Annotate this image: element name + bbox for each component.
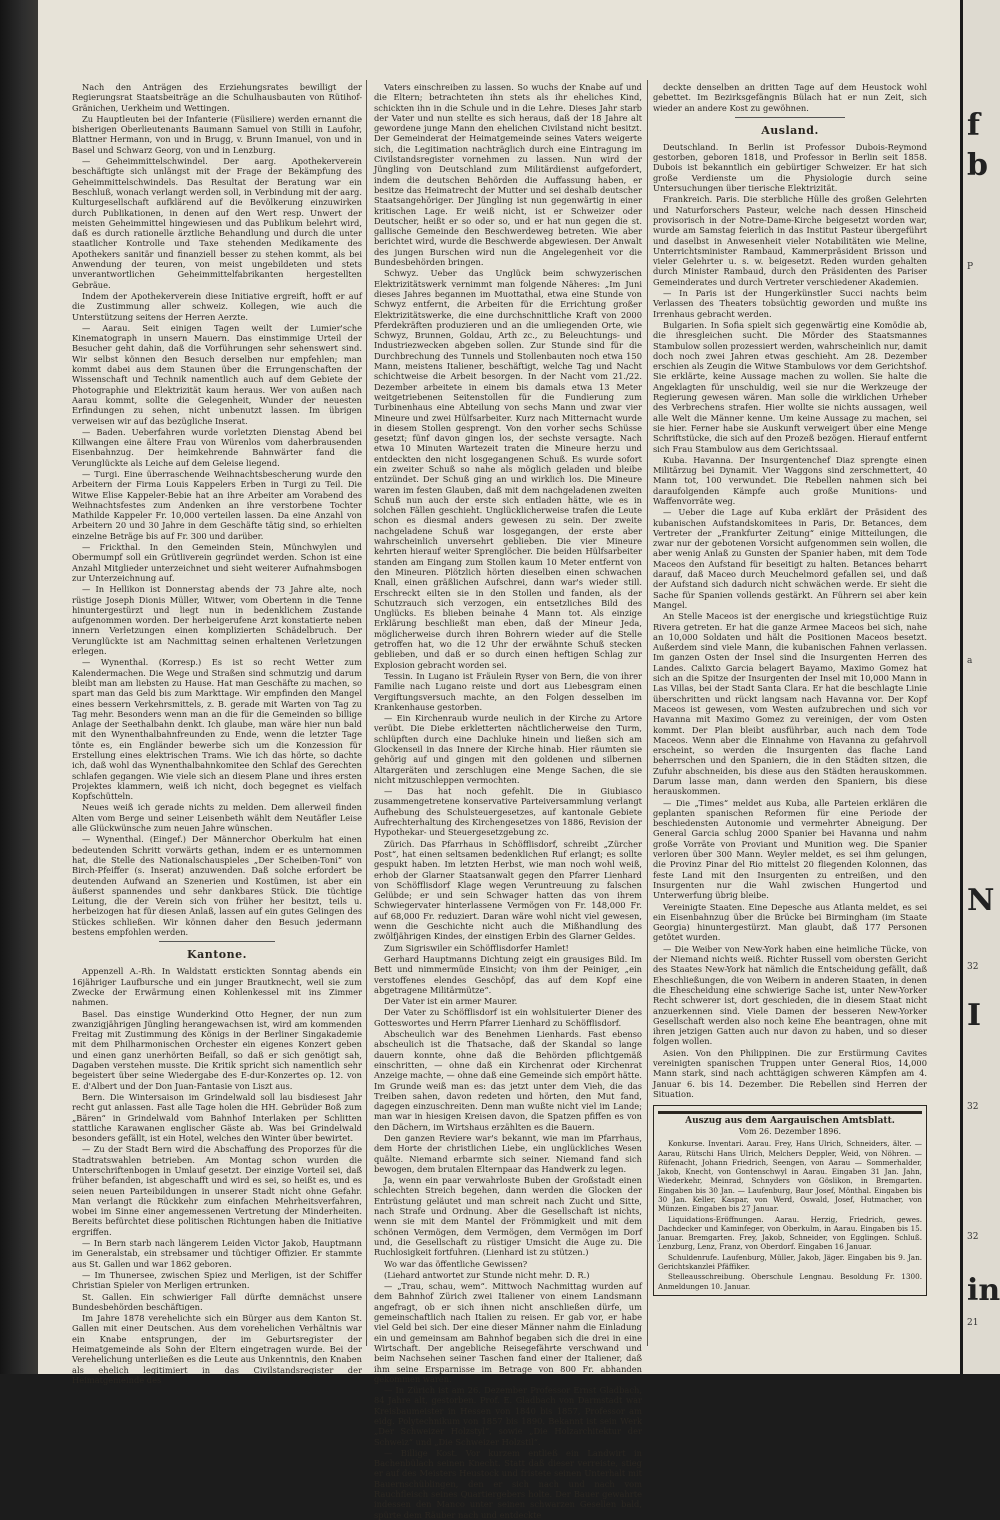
article-paragraph: Bern. Die Wintersaison im Grindelwald soll lau bisdiesest Jahr recht gut anlassen. Fast alle Tage holen die HH. Gebrüder Boß zum „Bären“ in Grindelwald vom Bahnhof Interlaken per Schlitten stattliche Karawanen englischer Gäste ab. Was bei Grindelwald besonders gefällt, ist ein Hotel, welches den Winter über bewirtet.	[72, 1091, 362, 1144]
column-rule	[366, 80, 367, 1346]
article-paragraph: Der Vater zu Schöfflisdorf ist ein wohlsituierter Diener des Gotteswortes und Herrn Pfarrer Lienhard zu Schöfflisdorf.	[374, 1007, 642, 1028]
edge-fragment: f	[967, 108, 980, 143]
article-paragraph: — Wynenthal. (Korresp.) Es ist so recht Wetter zum Kalendermachen. Die Wege und Straßen sind schmutzig und darum bleibt man am liebsten zu Hause. Hat man Geschäfte zu machen, so spart man das Geld bis zum Markttage. Wir empfinden den Mangel eines bessern Verkehrsmittels, z. B. gerade mit Warten von Tag zu Tag mehr. Besonders wenn man an die für die Gemeinden so billige Anlage der Seethalbahn denkt. Ich glaube, man wäre hier nun bald mit den Wynenthalbahnfreunden zu Ende, wenn die letzter Tage tönte es, ein Engländer bewerbe sich um die Konzession für Erstellung eines elektrischen Trams. Wie ich das hörte, so dachte ich, daß wohl das Wynenthalbahnkomitee den Schlaf des Gerechten schlafen gegangen. Wie viele sich an diesem Plane und ihres ersten Projektes klammern, weiß ich nicht, doch begegnet es vielfach Kopfschütteln.	[72, 657, 362, 802]
article-paragraph: Asien. Von den Philippinen. Die zur Erstürmung Cavites vereinigten spanischen Truppen unter General Rios, 14,000 Mann stark, sind nach achttägigen schweren Kämpfen am 4. Januar 6. bis 14. Dezember. Die Rebellen sind Herren der Situation.	[653, 1047, 927, 1099]
article-paragraph: Zürich. Das Pfarrhaus in Schöfflisdorf, schreibt „Zürcher Post“, hat einen seltsamen bedenklichen Ruf erlangt; es sollte gespukt haben. Im letzten Herbst, wie man noch wohl weiß, erhob der Glarner Staatsanwalt gegen den Pfarrer Lienhard von Schöfflisdorf Klage wegen Veruntreuung zu falschen Gelübde; er und sein Schwager hatten das von ihrem Schwiegervater hinterlassene Vermögen von Fr. 148,000 Fr. auf 68,000 Fr. reduziert. Daran wäre wohl nicht viel gewesen, wenn die Geschichte nicht auch die Mißhandlung des zwölfjährigen Kindes, der einstigen Erbin des Glarner Geldes.	[374, 838, 642, 942]
article-paragraph: Schwyz. Ueber das Unglück beim schwyzerischen Elektrizitätswerk vernimmt man folgende Näheres: „Im Juni dieses Jahres begannen im Muottathal, etwa eine Stunde von Schwyz entfernt, die Arbeiten für die Errichtung großer Elektrizitätswerke, die eine durchschnittliche Kraft von 2000 Pferdekräften produzieren und an die umliegenden Orte, wie Schwyz, Brunnen, Goldau, Arth zc., zu Beleuchtungs- und Industriezwecken abgeben sollen. Zur Stunde sind für die Durchbrechung des Tunnels und Stollenbauten noch etwa 150 Mann, meistens Italiener, beschäftigt, welche Tag und Nacht schichtweise die Arbeit besorgen. In der Nacht vom 21./22. Dezember arbeitete in einem bis damals etwa 13 Meter weitgetriebenen Seitenstollen für die Fundierung zum Turbinenhaus eine Abteilung von sechs Mann und zwar vier Mineure und zwei Hülfsarbeiter. Kurz nach Mitternacht wurde in diesem Stollen gesprengt. Von den vorher sechs Schüsse gesetzt; fünf davon gingen los, der sechste versagte. Nach etwa 10 Minuten Wartezeit traten die Mineure herzu und entdeckten den nicht losgegangenen Schuß. Es wurde sofort ein zweiter Schuß so nahe als möglich geladen und bleibe entzündet. Der Schuß ging an und wirklich los. Die Mineure waren im festen Glauben, daß mit dem nachgeladenen zweiten Schuß nun auch der erste sich entladen hätte, wie es in solchen Fällen geschieht. Unglücklicherweise trafen die Leute schon es diesmal anders gewesen zu sein. Der zweite nachgeladene Schuß war losgegangen, der erste aber wahrscheinlich unversehrt geblieben. Die vier Mineure kehrten hierauf weiter Sprenglöcher. Die beiden Hülfsarbeiter standen am Eingang zum Stollen kaum 10 Meter entfernt von den Mineuren. Plötzlich hörten dieselben einen schwachen Knall, einen gräßlichen Aufschrei, dann war's wieder still. Erschreckt eilten sie in den Stollen und fanden, als der Schutzrauch sich verzogen, ein entsetzliches Bild des Unglücks. Es blieben beinahe 4 Mann tot. Als einzige Erklärung beschließt man eben, daß der Mineur Jeda, möglicherweise durch ihren Bohrern wieder auf die Stelle getroffen hat, wo die 12 Uhr der erwähnte Schuß stecken geblieben, und daß er so durch einen heftigen Schlag zur Explosion gebracht worden sei.	[374, 268, 642, 670]
article-paragraph: Im Jahre 1878 verehelichte sich ein Bürger aus dem Kanton St. Gallen mit einer Deutschen. Aus dem vorehelichen Verhältnis war ein Knabe entsprungen, der im Geburtsregister der Heimatgemeinde als Sohn der Eltern eingetragen wurde. Bei der Verehelichung unterließen es die Leute aus Unkenntnis, den Knaben als ehelich legitimiert in das Civilstandsregister der Heimatgemeinde des	[72, 1313, 362, 1385]
scan-binding-shadow	[0, 0, 38, 1374]
article-paragraph: — Ein Kirchenraub wurde neulich in der Kirche zu Artore verübt. Die Diebe erkletterten nächtlicherweise den Turm, schlüpften durch eine Dachluke hinein und ließen sich am Glockenseil in das Innere der Kirche hinab. Hier räumten sie gehörig auf und gingen mit den goldenen und silbernen Altargeräten und zerschlugen eine Menge Sachen, die sie nicht mitzuschleppen vermochten.	[374, 713, 642, 785]
article-paragraph: — Baden. Ueberfahren wurde vorletzten Dienstag Abend bei Killwangen eine ältere Frau von Würenlos vom daherbrausenden Eisenbahnzug. Der heimkehrende Bahnwärter fand die Verunglückte als Leiche auf dem Geleise liegend.	[72, 426, 362, 468]
article-paragraph: (Liehard antwortet zur Stunde nicht mehr. D. R.)	[384, 1269, 590, 1280]
article-paragraph: — Die „Times“ meldet aus Kuba, alle Parteien erklären die geplanten spanischen Reformen für eine Periode der beschiedensten Autonomie und vermehrter Abneigung. Der General Garcia schlug 2000 Spanier bei Havanna und nahm große Vorräte von Proviant und Munition weg. Die Spanier verloren über 300 Mann. Weyler meldet, es sei ihm gelungen, die Provinz Pinar del Rio mittelst 20 fliegenden Kolonnen, das feste Land mit den Insurgenten zu entreißen, und den Insurgenten nur die Wahl zwischen Hungertod und Unterwerfung übrig bleibe.	[653, 797, 927, 901]
article-paragraph: Abscheulich war des Benehmen Lienhards. Fast ebenso abscheulich ist die Thatsache, daß der Skandal so lange dauern konnte, ohne daß die Behörden pflichtgemäß einschritten, — ohne daß ein Kirchenrat oder Kirchenrat Anzeige machte, — ohne daß eine Gemeinde sich empört hätte. Im Grunde weiß man es: das jetzt unter dem Vieh, die das Treiben sahen, davon redeten und hörten, den Mut fand, dagegen einzuschreiten. Denn man wußte nicht viel im Lande; man war in hiesigen Kreisen davon, die Spatzen pfiffen es von den Dächern, im Wirtshaus erzählten es die Bauern.	[374, 1029, 642, 1132]
article-paragraph: Neues weiß ich gerade nichts zu melden. Dem allerweil finden Alten vom Berge und seiner Leisenbeth wählt dem Neutäfler Leise alle Glückwünsche zum neuen Jahre wünschen.	[72, 802, 362, 834]
article-paragraph: — Zu der Stadt Bern wird die Abschaffung des Proporzes für die Stadtratswahlen betrieben. Am Montag schon wurden die Unterschriftenbogen in Umlauf gesetzt. Der einzige Vorteil sei, daß früher befanden, ist abgeschafft und wird es sei, so heißt es, und es seien neuen Parteibildungen in unserer Stadt nicht ohne Gefahr. Man verlangt die Rückkehr zum einfachen Mehrheitsverfahren, wobei im Sinne einer angemessenen Vertretung der Minderheiten. Bereits befürchtet diese politischen Richtungen haben die Initiative ergriffen.	[72, 1144, 362, 1237]
amtsblatt-entry: Schuldenrufe. Laufenburg, Müller, Jakob, Jäger. Eingaben bis 9. Jan. Gerichtskanzlei Pfäffiker.	[658, 1252, 922, 1272]
column-1	[72, 82, 362, 1385]
article-paragraph: — In Zürich ist am 26. Dezember Professor Ernst Gladbach, 84 Jahre alt, gestorben. Prof. E. Gladbach von Darmstadt war Kreisbaumeister in Hessen von 1840 bis 1857, Professor am eidg. Polytechnikum von 1857 bis 1890. Bekannt ist sein Werk „Der Schweizer Holzstyl“, sowie „Die Holzarchitektur der Schweiz“ und „Die Schweizer Holzstil“.	[374, 1385, 642, 1447]
edge-fragment: 32	[967, 1232, 979, 1242]
article-paragraph: An Stelle Maceos ist der energische und kriegstüchtige Ruiz Rivera getreten. Er hat die ganze Armee Maceos bei sich, nahe an 10,000 Soldaten und hält die Positionen Maceos besetzt. Außerdem sind viele Mann, die kubanischen Fahnen verlassen. Im ganzen Osten der Insel sind die Insurgenten Herren des Landes. Calixto Garcia belagert Bayamo, Maximo Gomez hat sich an die Spitze der Insurgenten der Insel mit 10,000 Mann in Las Villas, bei der Stadt Santa Clara. Er hat die beschlagte Linie überschritten und rückt langsam nach Havanna vor. Der Kopf Maceos ist gewesen, vom Westen aufzubrechen und sich vor Havanna mit Maximo Gomez zu vereinigen, der vom Osten kommt. Der Plan bleibt ausführbar, auch nach dem Tode Maceos. Wenn aber die Einnahme von Havanna zu gefahrvoll erscheint, so werden die Insurgenten das flache Land beherrschen und den Spaniern, die in den Städten sitzen, die Zufuhr abschneiden, bis diese aus den Städten herauskommen. Darum lasse man, dann werden den Spaniern, bis diese herauskommen.	[653, 611, 927, 797]
section-divider	[735, 117, 845, 118]
article-paragraph: — Die Weiber von New-York haben eine heimliche Tücke, von der Niemand nichts weiß. Richter Russell vom obersten Gericht des Staates New-York hat nämlich die Entscheidung gefällt, daß Eheschließungen, die von Weibern in anderen Staaten, in denen die Ehescheidung eine schwierige Sache ist, unter New-Yorker Recht schwerer ist, dort geschieden, die in diesem Staat nicht anzuerkennen sind. Viele Damen der besseren New-Yorker Gesellschaft werden also noch keine Ehe beantragen, ohne mit ihren jetzigen Gatten auch nur davon zu haben, und so dieser folgen wollen.	[653, 943, 927, 1047]
article-paragraph: Der Vater ist ein armer Maurer.	[384, 996, 518, 1007]
article-paragraph: St. Gallen. Ein schwieriger Fall dürfte demnächst unsere Bundesbehörden beschäftigen.	[72, 1291, 362, 1312]
edge-fragment: in	[967, 1273, 1000, 1308]
article-paragraph: Indem der Apothekerverein diese Initiative ergreift, hofft er auf die Zustimmung aller schweiz. Kollegen, wie auch die Unterstützung seitens der Herren Aerzte.	[72, 290, 362, 322]
article-paragraph: Nach den Anträgen des Erziehungsrates bewilligt der Regierungsrat Staatsbeiträge an die Schulhausbauten von Rütihof-Gränichen, Uerkheim und Wettingen.	[72, 82, 362, 113]
amtsblatt-date: Vom 26. Dezember 1896.	[738, 1127, 842, 1137]
article-paragraph: — In Hellikon ist Donnerstag abends der 73 Jahre alte, noch rüstige Joseph Dionis Müller, Witwer, vom Obertenn in die Tenne hinuntergestürzt und liegt nun in bedenklichem Zustande aufgenommen worden. Der herbeigerufene Arzt konstatierte neben innern Verletzungen einen komplizierten Schädelbruch. Der Verunglückte ist am Nachmittag seinen erhaltenen Verletzungen erlegen.	[72, 584, 362, 657]
article-paragraph: — Ueber die Lage auf Kuba erklärt der Präsident des kubanischen Aufstandskomitees in Paris, Dr. Betances, dem Vertreter der „Frankfurter Zeitung“ einige Mitteilungen, die zwar nur der gebotenen Vorsicht aufgenommen sein wollen, die aber wenig Anlaß zu Gunsten der Spanier haben, mit dem Tode Maceos den Aufstand für beseitigt zu halten. Betances beharrt darauf, daß Maceo durch Meuchelmord gefallen sei, und daß der Aufstand sich dadurch nicht schwächen werde. Er sieht die Sache für Spanien vollends gestärkt. An Führern sei aber kein Mangel.	[653, 507, 927, 610]
article-paragraph: Ja, wenn ein paar verwahrloste Buben der Großstadt einen schlechten Streich begehen, dann werden die Glocken der Entrüstung geläutet und man schreit nach Zucht und Sitte, nach Strafe und Ordnung. Aber die Gesellschaft ist nichts, wenn sie mit dem Mantel der Frömmigkeit und mit dem schönen Vermögen, dem Vermögen, dem Vermögen im Dorf und, die Gesellschaft zu rüstiger Umsicht die Auge zu. Die Ruchlosigkeit fortfuhren. (Lienhard ist zu stützen.)	[374, 1175, 642, 1258]
article-paragraph: — Wynenthal. (Eingef.) Der Männerchor Oberkulm hat einen bedeutenden Schritt vorwärts gethan, indem er es unternommen hat, die Stelle des Nationalschauspieles „Der Scheiben-Toni“ von Birch-Pfeiffer (s. Inserat) anzuwenden. Daß solche erfordert be deutenden Aufwand an Szenerien und Kostümen, ist aber ein äußerst spannendes und sehr dankbares Stück. Die tüchtige Leitung, die der Verein sich von früher her besitzt, teils u. herbeizogen hat für diesen Anlaß, lassen auf ein gutes Gelingen des Stückes schließen. Wir können daher den Besuch jedermann bestens empfohlen werden.	[72, 834, 362, 938]
edge-fragment: 32	[967, 962, 979, 972]
edge-fragment: P	[967, 262, 974, 272]
article-paragraph: Wo war das öffentliche Gewissen?	[384, 1258, 528, 1269]
article-paragraph: deckte denselben an dritten Tage auf dem Heustock wohl gebettet. Im Bezirksgefängnis Bülach hat er nun Zeit, sich wieder an andere Kost zu gewöhnen.	[653, 82, 927, 113]
column-2	[374, 82, 642, 1520]
edge-fragment: N	[967, 883, 995, 918]
article-paragraph: Vaters einschreiben zu lassen. So wuchs der Knabe auf und die Eltern; betrachteten ihn stets als ihr eheliches Kind, schickten ihn in die Schule und in die Lehre. Dieses Jahr starb der Vater und nun stellte es sich heraus, daß der 18 Jahre alt gewordene junge Mann den ehelichen Civilstand nicht besitzt. Der Gemeinderat der Heimatgemeinde seines Vaters weigerte sich, die Legitimation nachträglich durch eine Eintragung im Civilstandsregister vornehmen zu lassen. Nun wird der Jüngling von Deutschland zum Militärdienst aufgefordert, indem die deutschen Behörden die Auffassung haben, er besitze das Heimatrecht der Mutter und sei deshalb deutscher Staatsangehöriger. Der Jüngling ist nun gegenwärtig in einer kritischen Lage. Er weiß nicht, ist er Schweizer oder Deutscher, heißt er so oder so, und er hat nun gegen die st. gallische Gemeinde den Beschwerdeweg betreten. Wie aber berichtet wird, wurde die Beschwerde abgewiesen. Der Anwalt des jungen Burschen wird nun die Angelegenheit vor die Bundesbehörden bringen.	[374, 82, 642, 268]
article-paragraph: Deutschland. In Berlin ist Professor Dubois-Reymond gestorben, geboren 1818, und Professor in Berlin seit 1858. Dubois ist bekanntlich ein gebürtiger Schweizer. Er hat sich große Verdienste um die Physiologie durch seine Untersuchungen über tierische Elektrizität.	[653, 141, 927, 194]
edge-fragment: b	[967, 148, 988, 183]
amtsblatt-entry: Liquidations-Eröffnungen. Aarau. Herzig, Friedrich, gewes. Dachdecker und Kaminfeger, von Oberkulm, in Aarau. Eingaben bis 15. Januar. Bremgarten. Frey, Jakob, Schneider, von Egglingen. Schluß. Lenzburg, Lenz, Franz, von Oberdorf. Eingaben 16 Januar.	[658, 1214, 922, 1252]
article-paragraph: Zu Hauptleuten bei der Infanterie (Füsiliere) werden ernannt die bisherigen Oberlieutenants Baumann Samuel von Stilli in Laufohr, Blattner Hermann, von und in Brugg, v. Brunn Imanuel, von und in Basel und Schwarz Georg, von und in Lenzburg.	[72, 113, 362, 155]
article-paragraph: — Turgi. Eine überraschende Weihnachtsbescherung wurde den Arbeitern der Firma Louis Kappelers Erben in Turgi zu Teil. Die Witwe Elise Kappeler-Bebie hat an ihre Arbeiter am Vorabend des Weihnachtsfestes zum Andenken an ihre verstorbene Tochter Mathilde Kappeler Fr. 10,000 verteilen lassen. Da eine Anzahl von Arbeitern 20 und 30 Jahre in dem Geschäfte tätig sind, so erhielten einzelne Beträge bis auf Fr. 300 und darüber.	[72, 468, 362, 541]
section-divider	[159, 941, 275, 942]
article-paragraph: — Frickthal. In den Gemeinden Stein, Münchwylen und Obermumpf soll ein Grütliverein gegründet werden. Schon ist eine Anzahl Mitglieder unterzeichnet und sieht weiterer Aufnahmsbogen zur Unterzeichnung auf.	[72, 542, 362, 583]
article-paragraph: Basel. Das einstige Wunderkind Otto Hegner, der nun zum zwanzigjährigen Jüngling herangewachsen ist, wird am kommenden Freitag mit Zustimmung des Königs in der Berliner Singakademie mit dem Philharmonischen Orchester ein eigenes Konzert geben und einen ganz unerhörten Beifall, so daß er sich genötigt sah, Dagaben verstehen musste. Die Kritik spricht sich namentlich sehr begeistert über seine Wiedergabe des E-dur-Konzertes op. 12. von E. d'Albert und der Don Juan-Fantasie von Liszt aus.	[72, 1008, 362, 1091]
amtsblatt-box	[653, 1105, 927, 1296]
column-3	[653, 82, 927, 1346]
article-paragraph: — Aarau. Seit einigen Tagen weilt der Lumier'sche Kinematograph in unsern Mauern. Das einstimmige Urteil der Besucher geht dahin, daß die Vorführungen sehr sehenswert sind. Wir selbst können den Besuch derselben nur empfehlen; man kommt dabei aus dem Staunen über die Errungenschaften der Wissenschaft und Technik namentlich auch auf dem Gebiete der Photographie und Elektrizität kaum heraus. Wer von außen nach Aarau kommt, sollte die Gelegenheit, Wunder der neuesten Erfindungen zu sehen, nicht unbenutzt lassen. Im übrigen verweisen wir auf das bezügliche Inserat.	[72, 322, 362, 426]
article-paragraph: — In Bern starb nach längerem Leiden Victor Jakob, Hauptmann im Generalstab, ein strebsamer und tüchtiger Offizier. Er stammte aus St. Gallen und war 1862 geboren.	[72, 1238, 362, 1269]
edge-fragment: 32	[967, 1102, 979, 1112]
article-paragraph: Den ganzen Reviere war's bekannt, wie man im Pfarrhaus, dem Horte der christlichen Liebe, ein unglückliches Wesen quälte. Niemand erbarmte sich seiner. Niemand fand sich bewogen, dem brutalen Elternpaar das Handwerk zu legen.	[374, 1132, 642, 1174]
article-paragraph: — In Paris ist der Hungerkünstler Succi nachts beim Verlassen des Theaters tobsüchtig geworden und mußte ins Irrenhaus gebracht werden.	[653, 288, 927, 319]
section-heading-ausland: Ausland.	[761, 123, 819, 137]
article-paragraph: — „Trau, schau, wem“. Mittwoch Nachmittag wurden auf dem Bahnhof Zürich zwei Italiener von einem Landsmann angefragt, ob er sich ihnen nicht anschließen dürfe, um gemeinschaftlich nach Italien zu reisen. Er gab vor, er habe viel Geld bei sich. Der eine dieser Männer nahm die Einladung ein und gemeinsam am Bahnhof begaben sich die drei in eine Wirtschaft. Der angebliche Reisegefährte verschwand und beim Nachsehen seiner Taschen fand einer der Italiener, daß ihm seine Ersparnisse im Betrage von 800 Fr. abhanden gekommen waren.	[374, 1281, 642, 1384]
edge-fragment: 21	[967, 1318, 979, 1328]
article-paragraph: — Billige Kost. Vor kurzem entließ ein Landwirt in Bachenbülach seinen Knecht. Statt daß dieser verreiste, stieg er auf des Meisters Heustock und fristete seinen Unterhalt mit Bauernschüblingen, den er sich nach und nach vom Rauchfleisch seines Quartiergebers holte. Der Bauer gewahrte indessen den Manco unter seinen schwarzen Gesellen bald, spürte dem Räuber nach und entdeckte	[374, 1447, 642, 1520]
section-heading-kantone: Kantone.	[187, 948, 247, 962]
article-paragraph: Appenzell A.-Rh. In Waldstatt erstickten Sonntag abends ein 16jähriger Laufbursche und ein junger Brautknecht, weil sie zum Zwecke der Erwärmung einen Kohlenkessel mit ins Zimmer nahmen.	[72, 966, 362, 1008]
column-rule	[647, 80, 648, 1346]
article-paragraph: Bulgarien. In Sofia spielt sich gegenwärtig eine Komödie ab, die ihresgleichen sucht. Die Mörder des Staatsmannes Stambulow sollen prozessiert werden, wahrscheinlich nur, damit doch noch zwei Jahren etwas geschieht. Am 28. Dezember erschien als Zeugin die Witwe Stambulows vor dem Gerichtshof. Sie erklärte, keine Aussage machen zu wollen. Sie halte die Angeklagten für unschuldig, weil sie nur die Werkzeuge der Regierung gewesen wären. Man solle die wirklichen Urheber des Verbrechens strafen. Hier wollte sie nichts aussagen, weil alle Welt die Männer kenne. Um keine Aussage zu machen, sei sie hier. Ferner habe sie Auskunft verweigert über eine Menge Schriftstücke, die sich auf den Prozeß bezögen. Hierauf entfernt sich Frau Stambulow aus dem Gerichtssaal.	[653, 319, 927, 454]
article-paragraph: — Geheimmittelschwindel. Der aarg. Apothekerverein beschäftigte sich unlängst mit der Frage der Bekämpfung des Geheimmittelschwindels. Das Resultat der Beratung war ein Beschluß, wonach verlangt werden soll, in Verbindung mit der aarg. Kulturgesellschaft aufklärend auf die Bevölkerung einzuwirken durch Publikationen, in denen auf den Wert resp. Unwert der meisten Geheimmittel hingewiesen und das Publikum belehrt wird, daß es durch rationelle ärztliche Behandlung und durch die unter staatlicher Kontrolle und Taxe stehenden Medikamente des Apothekers sanitär und finanziell besser zu stehen kommt, als bei Anwendung der teuren, von meist ungebildeten und stets unverantwortlichen Geheimmittelfabrikanten hergestellten Gebräue.	[72, 156, 362, 290]
article-paragraph: — Im Thunersee, zwischen Spiez und Merligen, ist der Schiffer Christian Spieler von Merligen ertrunken.	[72, 1269, 362, 1291]
article-paragraph: Gerhard Hauptmanns Dichtung zeigt ein grausiges Bild. Im Bett und nimmermüde Einsicht; von ihm der Peiniger, „ein verstoffenes elendes Geschöpf, das auf dem Kopf eine abgetragene Militärmütze“.	[374, 953, 642, 995]
amtsblatt-entry: Konkurse. Inventari. Aarau. Frey, Hans Ulrich, Schneiders, älter. — Aarau, Rütschi Hans Ulrich, Melchers Deppler, Weid, von Nöhren. — Rüfenacht, Johann Friedrich, Seengen, von Aarau — Sommerhalder, Jakob, Knecht, von Gontenschwyl in Aarau. Eingaben 31 Jan. Jahn, Wiederkehr, Meinrad, Schnyders von Göslikon, in Bremgarten. Eingaben bis 30 Jan. — Laufenburg, Baur Josef, Mönthal. Eingaben bis 30 Jan. Keller, Kaspar, von Werd, Oswald, Josef, Hutmacher, von Münzen. Eingaben bis 27 Januar.	[658, 1139, 922, 1214]
article-paragraph: Frankreich. Paris. Die sterbliche Hülle des großen Gelehrten und Naturforschers Pasteur, welche nach dessen Hinscheid provisorisch in der Notre-Dame-Kirche beigesetzt worden war, wurde am Samstag feierlich in das Institut Pasteur übergeführt und daselbst in Anwesenheit vieler Notabilitäten wie Meline, Unterrichtsminister Rambaud, Kammerpräsident Brisson und vieler Gelehrter u. s. w. beigesetzt. Reden wurden gehalten durch Minister Rambaud, durch den Präsidenten des Pariser Gemeinderates und durch Vertreter verschiedener Akademien.	[653, 194, 927, 287]
article-paragraph: Kuba. Havanna. Der Insurgentenchef Diaz sprengte einen Militärzug bei Dynamit. Vier Waggons sind zerschmettert, 40 Mann tot, 100 verwundet. Die Rebellen nahmen sich bei daraufolgenden Kämpfe auch große Munitions- und Waffenvorräte weg.	[653, 454, 927, 506]
amtsblatt-title: Auszug aus dem Aargauischen Amtsblatt.	[685, 1116, 895, 1127]
article-paragraph: Tessin. In Lugano ist Fräulein Ryser von Bern, die von ihrer Familie nach Lugano reiste und dort aus Liebesgram einen Vergiftungsversuch machte, an den Folgen desselben im Krankenhause gestorben.	[374, 670, 642, 712]
article-paragraph: — Das hat noch gefehlt. Die in Giubiasco zusammengetretene konservative Parteiversammlung verlangt Aufhebung des Schulsteuergesetzes, auf kantonale Gebiete Aufrechterhaltung des Kirchengesetzes von 1886, Revision der Hypothekar- und Steuergesetzgebung zc.	[374, 786, 642, 838]
edge-fragment: I	[967, 998, 982, 1033]
article-paragraph: Vereinigte Staaten. Eine Depesche aus Atlanta meldet, es sei ein Eisenbahnzug über die Brücke bei Birmingham (im Staate Georgia) hinuntergestürzt. Man glaubt, daß 177 Personen getötet wurden.	[653, 901, 927, 943]
amtsblatt-entry: Stelleausschreibung. Oberschule Lengnau. Besoldung Fr. 1300. Anmeldungen 10. Januar.	[658, 1272, 922, 1291]
adjacent-page-edge	[960, 0, 1000, 1374]
box-rule	[658, 1111, 922, 1114]
edge-fragment: a	[967, 656, 973, 666]
article-paragraph: Zum Sigriswiler ein Schöfflisdorfer Hamlet!	[384, 942, 569, 953]
